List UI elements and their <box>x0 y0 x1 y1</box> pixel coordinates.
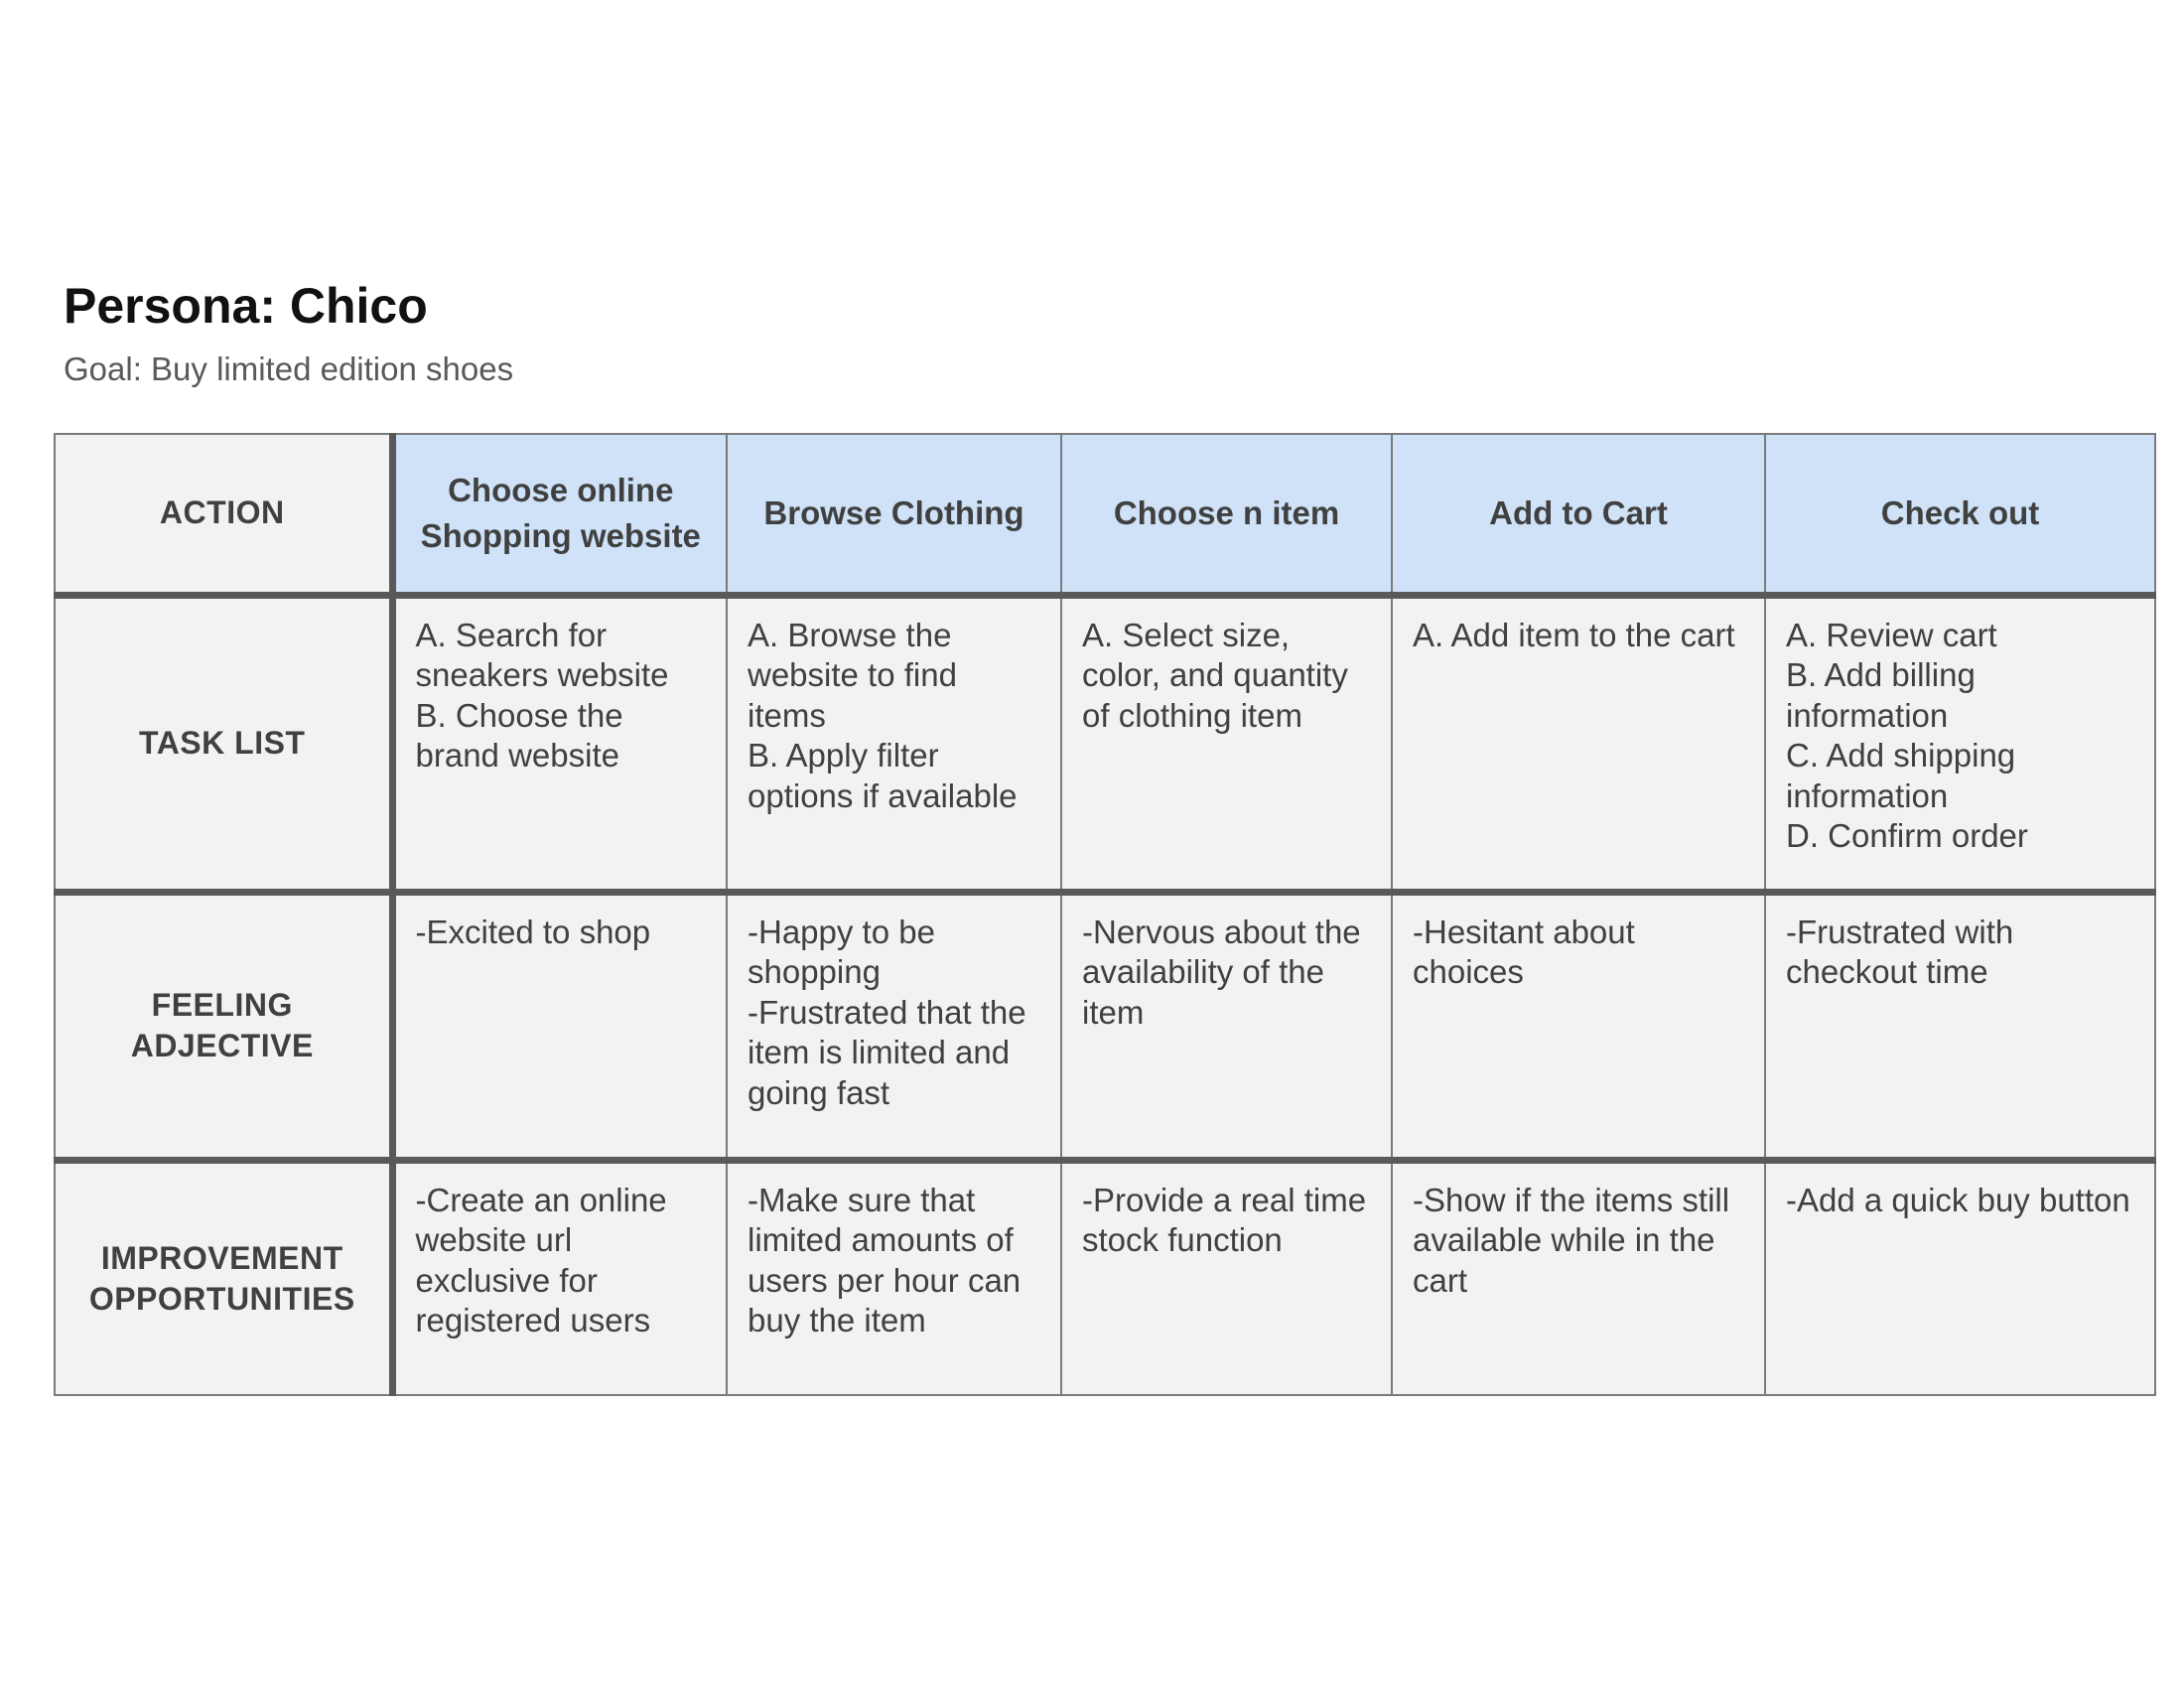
cell-line: -Create an online website url exclusive for registered users <box>415 1181 667 1338</box>
user-journey-map-table <box>54 433 2156 1396</box>
stage-header <box>392 434 727 595</box>
cell-line: A. Review cart <box>1786 616 1997 653</box>
cell-line: D. Confirm order <box>1786 817 2028 854</box>
cell-line: A. Add item to the cart <box>1413 616 1735 653</box>
row-label-feeling-line: ADJECTIVE <box>130 1028 314 1063</box>
feeling-cell <box>1765 892 2155 1160</box>
stage-header <box>1392 434 1765 595</box>
feeling-cell <box>392 892 727 1160</box>
stage-header-line: Check out <box>1880 493 2040 531</box>
task-cell <box>392 595 727 892</box>
cell-line: A. Browse the website to find items <box>748 616 957 734</box>
cell-line: B. Add billing information <box>1786 656 1976 734</box>
row-label-action <box>55 434 392 595</box>
stage-header <box>1061 434 1392 595</box>
improvement-cell <box>1392 1160 1765 1395</box>
feeling-cell <box>1061 892 1392 1160</box>
improvement-row <box>55 1160 2155 1395</box>
feeling-cell <box>1392 892 1765 1160</box>
cell-line: A. Select size, color, and quantity of clothing item <box>1082 616 1348 734</box>
improvement-cell <box>727 1160 1061 1395</box>
cell-line: -Happy to be shopping <box>748 913 935 990</box>
feeling-row <box>55 892 2155 1160</box>
cell-line: -Frustrated that the item is limited and going fast <box>748 993 1026 1111</box>
row-label-improvement-line: OPPORTUNITIES <box>88 1280 355 1317</box>
cell-line: -Add a quick buy button <box>1786 1181 2130 1218</box>
cell-line: -Nervous about the availability of the item <box>1082 913 1361 1031</box>
row-label-action-text: ACTION <box>159 494 285 531</box>
task-cell <box>1765 595 2155 892</box>
stage-header-line: Choose n item <box>1113 493 1340 531</box>
task-list-row <box>55 595 2155 892</box>
cell-line: -Hesitant about choices <box>1413 913 1635 990</box>
stage-header-row <box>55 434 2155 595</box>
cell-line: B. Choose the brand website <box>415 696 623 774</box>
stage-header-line: Add to Cart <box>1489 493 1668 531</box>
stage-header <box>727 434 1061 595</box>
cell-line: -Show if the items still available while in the cart <box>1413 1181 1730 1299</box>
cell-line: B. Apply filter options if available <box>748 737 1018 814</box>
row-label-improvement <box>55 1160 392 1395</box>
stage-header-line: Choose online <box>448 471 674 508</box>
feeling-cell <box>727 892 1061 1160</box>
task-cell <box>727 595 1061 892</box>
improvement-cell <box>392 1160 727 1395</box>
improvement-cell <box>1061 1160 1392 1395</box>
stage-header-line: Shopping website <box>420 516 701 554</box>
row-label-feeling <box>55 892 392 1160</box>
cell-line: -Excited to shop <box>415 913 651 950</box>
row-label-improvement-line: IMPROVEMENT <box>100 1239 343 1276</box>
cell-line: C. Add shipping information <box>1786 737 2016 814</box>
cell-line: -Make sure that limited amounts of users per hour can buy the item <box>748 1181 1022 1338</box>
persona-title: Persona: Chico <box>64 278 428 334</box>
cell-line: -Frustrated with checkout time <box>1786 913 2014 990</box>
row-label-feeling-line: FEELING <box>151 987 293 1023</box>
persona-goal: Goal: Buy limited edition shoes <box>64 351 514 387</box>
cell-line: A. Search for sneakers website <box>415 616 669 693</box>
task-cell <box>1392 595 1765 892</box>
row-label-task-list-text: TASK LIST <box>139 725 306 761</box>
stage-header-line: Browse Clothing <box>763 493 1024 531</box>
row-label-task-list <box>55 595 392 892</box>
improvement-cell <box>1765 1160 2155 1395</box>
cell-line: -Provide a real time stock function <box>1082 1181 1367 1258</box>
stage-header <box>1765 434 2155 595</box>
task-cell <box>1061 595 1392 892</box>
